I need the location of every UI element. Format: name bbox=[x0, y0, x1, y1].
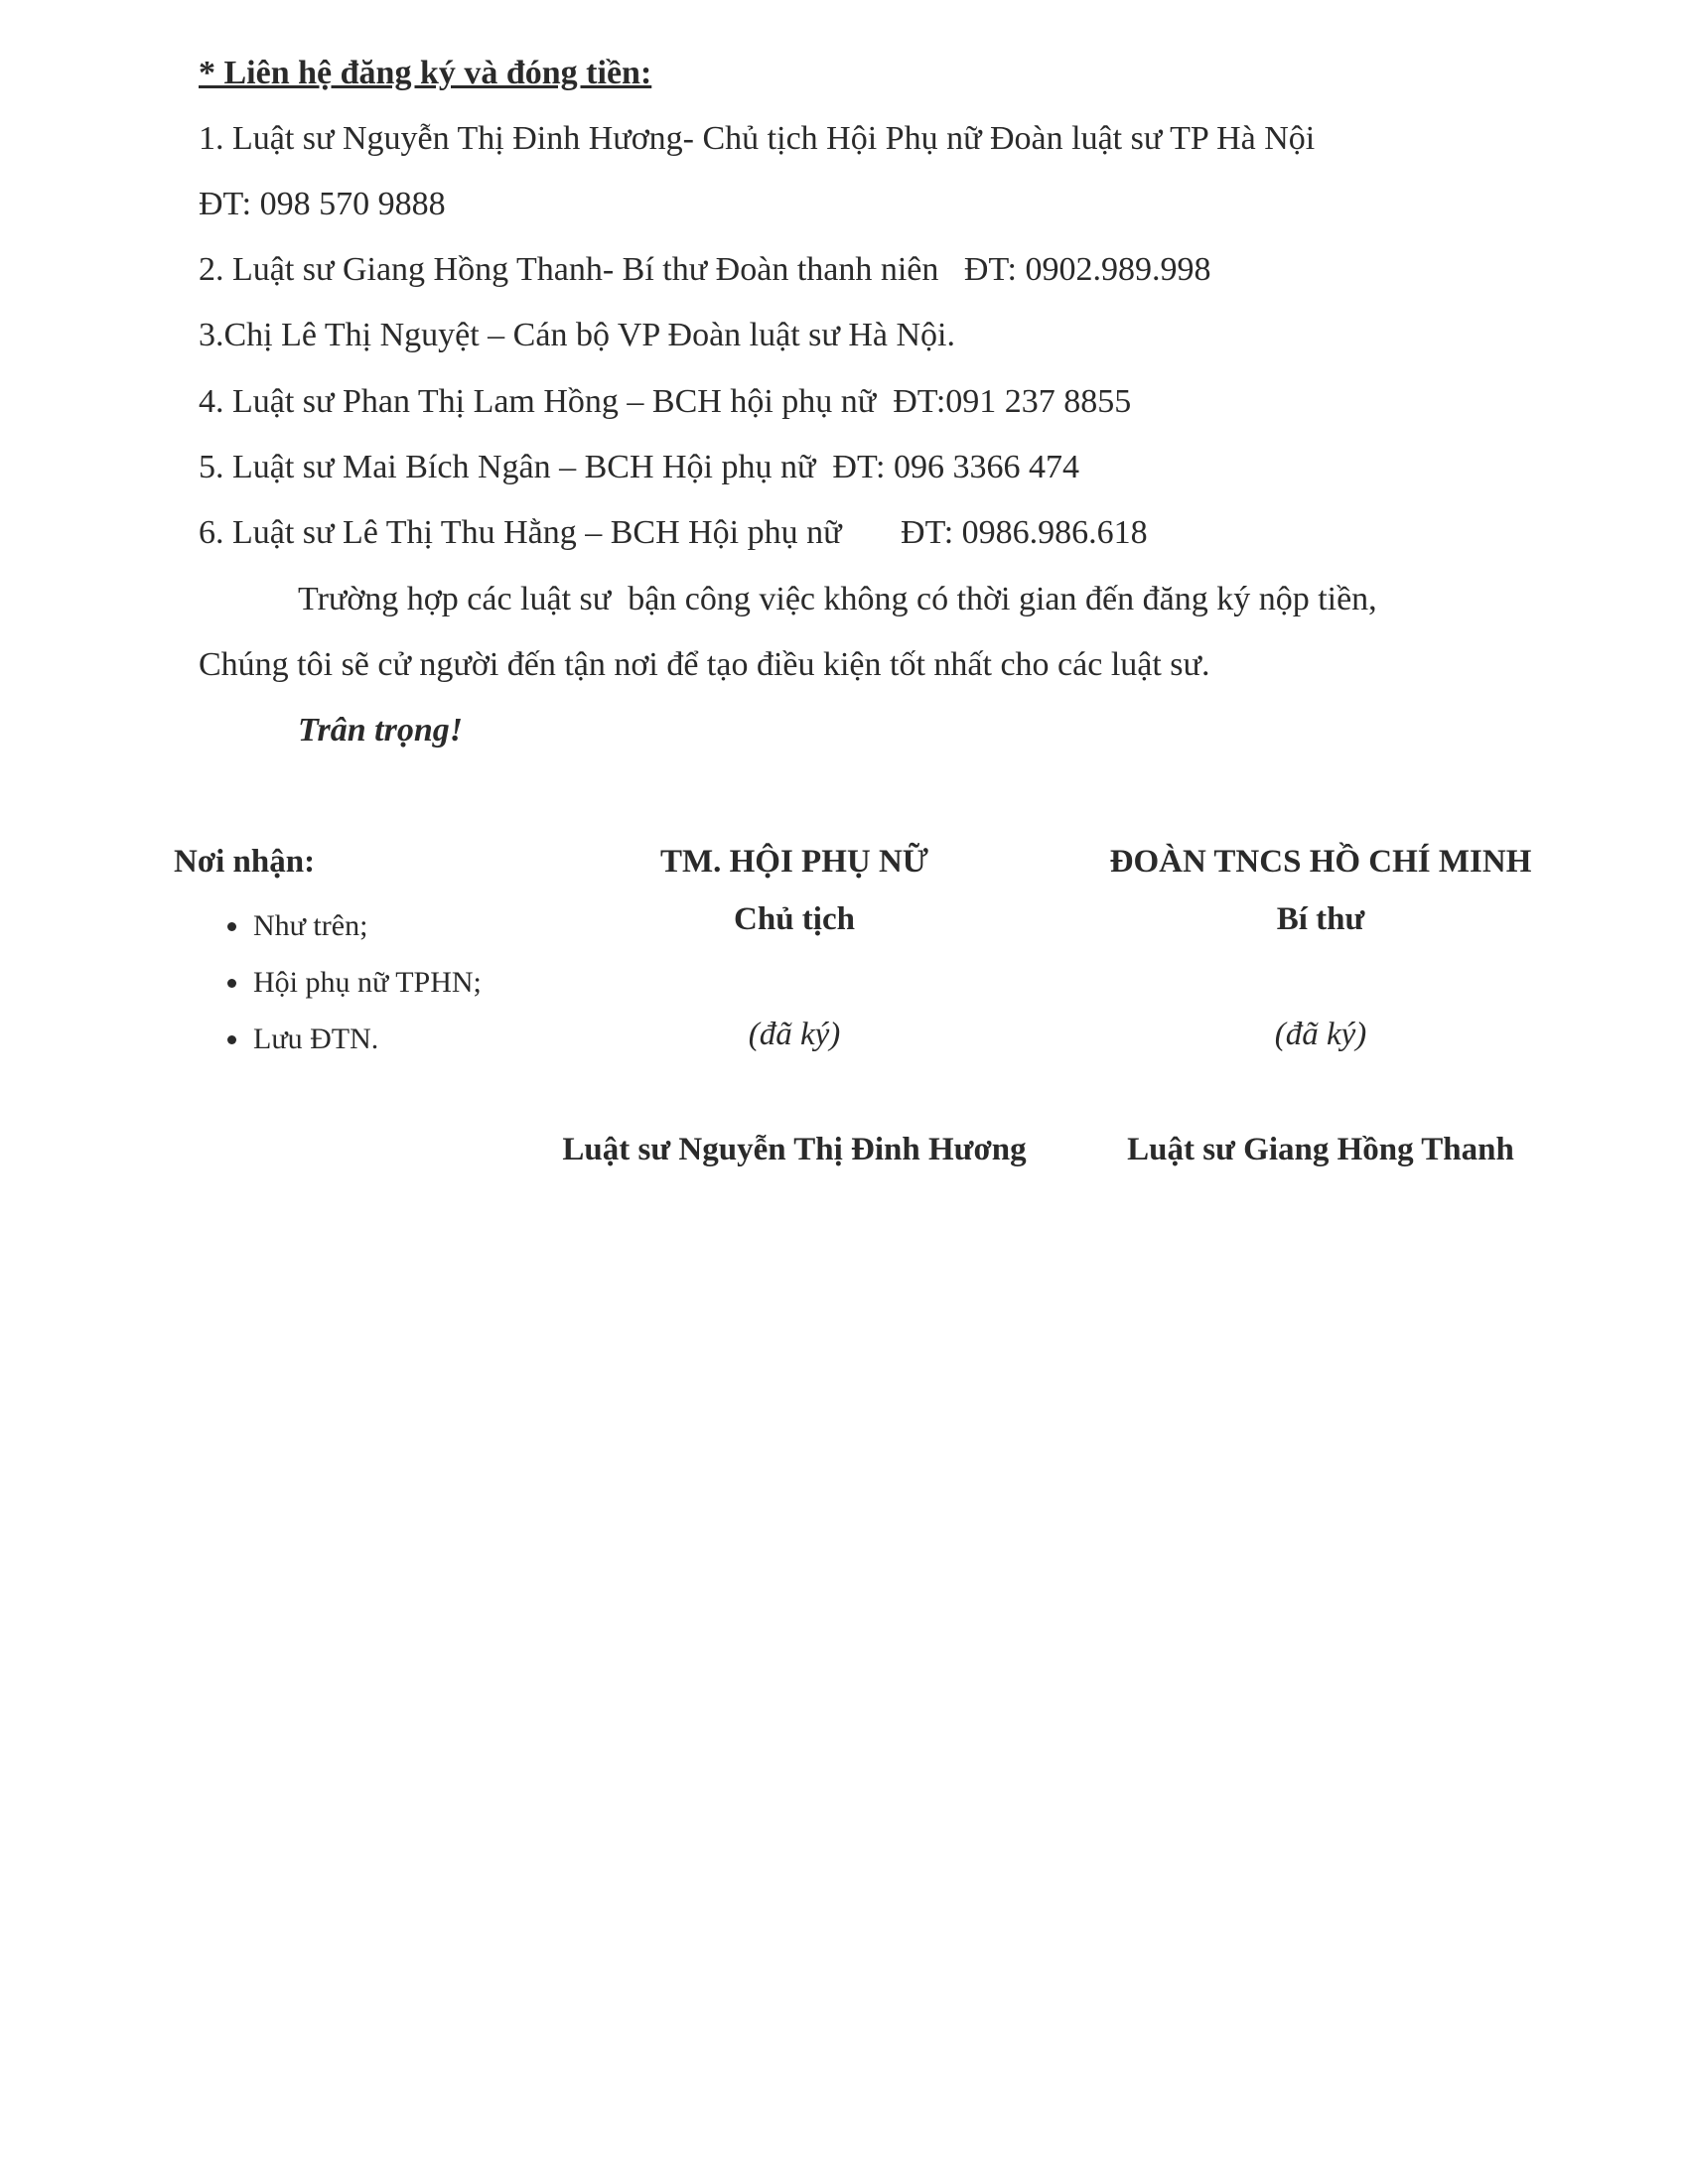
left-signature-signer-wrap bbox=[536, 1130, 1053, 1169]
contact-line-3: 3.Chị Lê Thị Nguyệt – Cán bộ VP Đoàn luật sư Hà Nội. bbox=[199, 317, 955, 353]
contact-line-4: 4. Luật sư Phan Thị Lam Hồng – BCH hội phụ nữ ĐT:091 237 8855 bbox=[199, 383, 1132, 420]
right-signature-org: ĐOÀN TNCS HỒ CHÍ MINH bbox=[1109, 844, 1532, 880]
closing-greeting: Trân trọng! bbox=[298, 712, 463, 749]
left-signature-role: Chủ tịch bbox=[734, 901, 855, 937]
right-signature-signed-wrap bbox=[1062, 1015, 1579, 1054]
left-signature-org: TM. HỘI PHỤ NỮ bbox=[659, 844, 929, 880]
body-paragraph-line-2: Chúng tôi sẽ cử người đến tận nơi để tạo điều kiện tốt nhất cho các luật sư. bbox=[199, 646, 1210, 683]
right-signature-role: Bí thư bbox=[1276, 901, 1365, 937]
left-signature-role-wrap bbox=[536, 899, 1053, 939]
contact-line-5: 5. Luật sư Mai Bích Ngân – BCH Hội phụ nữ ĐT: 096 3366 474 bbox=[199, 449, 1080, 485]
recipient-item: • Như trên; bbox=[251, 897, 482, 954]
body-paragraph-line-1: Trường hợp các luật sư bận công việc không có thời gian đến đăng ký nộp tiền, bbox=[298, 581, 1377, 617]
left-signature-org-wrap bbox=[536, 842, 1053, 882]
right-signature-signer-wrap bbox=[1062, 1130, 1579, 1169]
right-signature-signed: (đã ký) bbox=[1274, 1017, 1367, 1052]
left-signature-signed-wrap bbox=[536, 1015, 1053, 1054]
recipient-item: • Hội phụ nữ TPHN; bbox=[251, 954, 482, 1011]
right-signature-role-wrap bbox=[1062, 899, 1579, 939]
recipients-title: Nơi nhận: bbox=[174, 844, 316, 880]
contact-line-1: 1. Luật sư Nguyễn Thị Đinh Hương- Chủ tịch Hội Phụ nữ Đoàn luật sư TP Hà Nội bbox=[199, 120, 1316, 157]
recipients-list bbox=[204, 897, 482, 1067]
left-signature-signed: (đã ký) bbox=[748, 1017, 841, 1052]
left-signature-signer: Luật sư Nguyễn Thị Đinh Hương bbox=[562, 1132, 1027, 1167]
contact-heading: * Liên hệ đăng ký và đóng tiền: bbox=[199, 55, 652, 91]
right-signature-signer: Luật sư Giang Hồng Thanh bbox=[1127, 1132, 1514, 1167]
recipient-item: • Lưu ĐTN. bbox=[251, 1011, 482, 1067]
contact-line-6: 6. Luật sư Lê Thị Thu Hằng – BCH Hội phụ nữ ĐT: 0986.986.618 bbox=[199, 514, 1148, 551]
contact-line-2: 2. Luật sư Giang Hồng Thanh- Bí thư Đoàn thanh niên ĐT: 0902.989.998 bbox=[199, 251, 1211, 288]
contact-line-1-phone: ĐT: 098 570 9888 bbox=[199, 186, 446, 222]
right-signature-org-wrap bbox=[1062, 842, 1579, 882]
